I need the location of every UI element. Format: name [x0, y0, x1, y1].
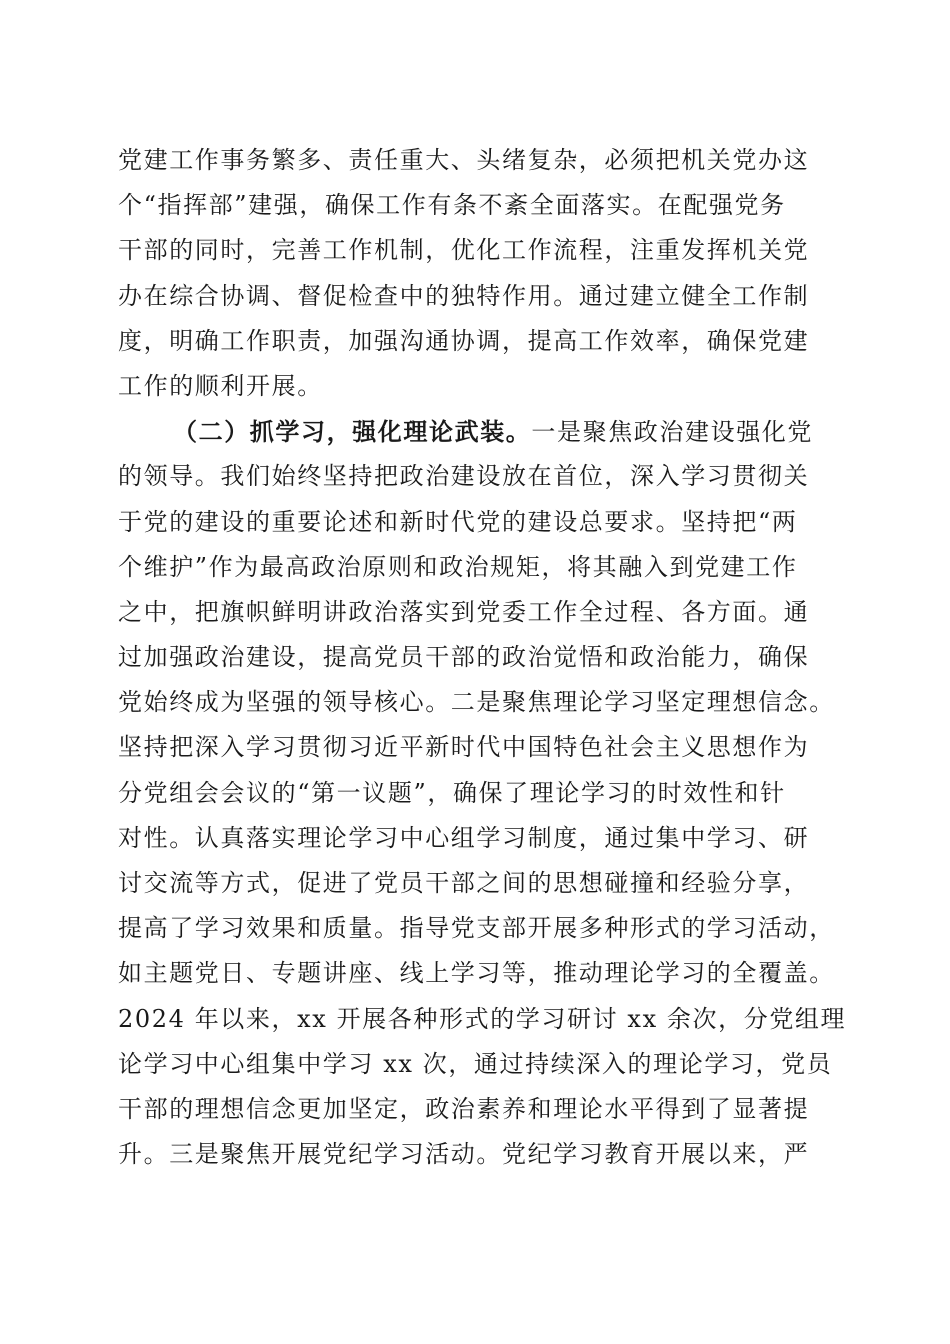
paragraph-1 [118, 138, 838, 409]
text-line: 如主题党日、专题讲座、线上学习等，推动理论学习的全覆盖。 [118, 959, 835, 988]
text-line: 讨交流等方式，促进了党员干部之间的思想碰撞和经验分享， [118, 869, 810, 897]
text-line: 度，明确工作职责，加强沟通协调，提高工作效率，确保党建 [118, 326, 810, 355]
text-line: 个“指挥部”建强，确保工作有条不紊全面落实。在配强党务 [118, 191, 786, 220]
text-line: 过加强政治建设，提高党员干部的政治觉悟和政治能力，确保 [118, 643, 810, 672]
text-line: 升。三是聚焦开展党纪学习活动。党纪学习教育开展以来，严 [118, 1140, 810, 1169]
paragraph-2 [118, 409, 847, 1177]
text-line: 党建工作事务繁多、责任重大、头绪复杂，必须把机关党办这 [118, 146, 810, 174]
text-run: 一是聚焦政治建设强化党 [531, 418, 814, 447]
text-line: 干部的理想信念更加坚定，政治素养和理论水平得到了显著提 [118, 1094, 810, 1123]
document-body [118, 138, 847, 1177]
text-line: 对性。认真落实理论学习中心组学习制度，通过集中学习、研 [118, 823, 810, 852]
text-line: 坚持把深入学习贯彻习近平新时代中国特色社会主义思想作为 [118, 733, 810, 762]
text-line: 之中，把旗帜鲜明讲政治落实到党委工作全过程、各方面。通 [118, 597, 810, 626]
text-line-first [118, 409, 838, 454]
text-line: 提高了学习效果和质量。指导党支部开展多种形式的学习活动， [118, 914, 835, 943]
text-line: 个维护”作为最高政治原则和政治规矩，将其融入到党建工作 [118, 552, 798, 581]
text-line: 的领导。我们始终坚持把政治建设放在首位，深入学习贯彻关 [118, 462, 810, 491]
text-line: 论学习中心组集中学习 xx 次，通过持续深入的理论学习，党员 [118, 1049, 833, 1078]
text-line: 干部的同时，完善工作机制，优化工作流程，注重发挥机关党 [118, 236, 810, 265]
text-line: 分党组会会议的“第一议题”，确保了理论学习的时效性和针 [118, 778, 786, 807]
text-line: 党始终成为坚强的领导核心。二是聚焦理论学习坚定理想信念。 [118, 688, 835, 717]
text-line: 2024 年以来，xx 开展各种形式的学习研讨 xx 余次，分党组理 [118, 1004, 847, 1033]
text-line: 办在综合协调、督促检查中的独特作用。通过建立健全工作制 [118, 281, 810, 310]
section-heading: （二）抓学习，强化理论武装。 [173, 417, 532, 447]
text-line: 工作的顺利开展。 [118, 371, 323, 400]
text-line: 于党的建设的重要论述和新时代党的建设总要求。坚持把“两 [118, 507, 798, 536]
